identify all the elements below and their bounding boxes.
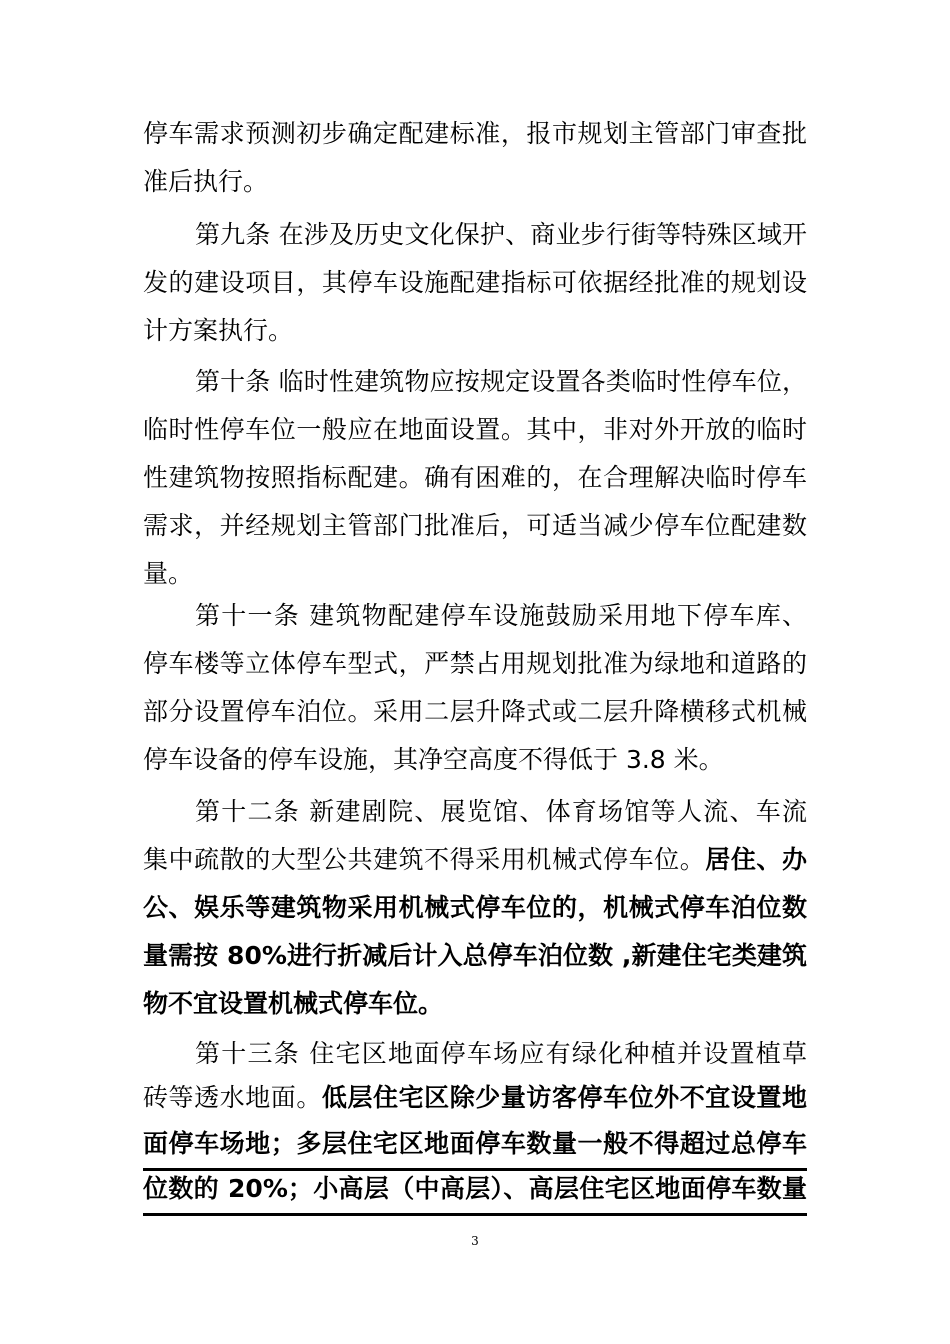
text-segment: 砖等透水地面。 [143, 1083, 322, 1112]
text-line: 量。 [143, 559, 194, 588]
text-line: 发的建设项目，其停车设施配建指标可依据经批准的规划设 [143, 268, 807, 297]
text-line: 停车楼等立体停车型式，严禁占用规划批准为绿地和道路的 [143, 649, 807, 678]
text-line: 部分设置停车泊位。采用二层升降式或二层升降横移式机械 [143, 697, 807, 726]
text-segment: 集中疏散的大型公共建筑不得采用机械式停车位。 [143, 845, 706, 874]
article-10-line: 第十条 临时性建筑物应按规定设置各类临时性停车位， [195, 367, 807, 396]
text-line-mixed [143, 1074, 807, 1122]
bold-underlined-text-line: 面停车场地；多层住宅区地面停车数量一般不得超过总停车 [143, 1120, 807, 1171]
text-line: 准后执行。 [143, 167, 269, 196]
text-line: 停车设备的停车设施，其净空高度不得低于 3.8 米。 [143, 745, 724, 774]
text-line: 临时性停车位一般应在地面设置。其中，非对外开放的临时 [143, 415, 807, 444]
text-line-mixed [143, 836, 807, 884]
article-9-line: 第九条 在涉及历史文化保护、商业步行街等特殊区域开 [195, 220, 807, 249]
article-12-line: 第十二条 新建剧院、展览馆、体育场馆等人流、车流 [195, 797, 807, 826]
bold-underlined-text-line: 位数的 20%；小高层（中高层）、高层住宅区地面停车数量 [143, 1165, 807, 1216]
bold-text-line: 量需按 80%进行折减后计入总停车泊位数 ,新建住宅类建筑 [143, 941, 807, 970]
bold-underlined-text-segment: 低层住宅区除少量访客停车位外不宜设置地 [321, 1083, 807, 1112]
article-13-line: 第十三条 住宅区地面停车场应有绿化种植并设置植草 [195, 1039, 807, 1068]
page-number: 3 [471, 1234, 479, 1248]
text-line: 需求，并经规划主管部门批准后，可适当减少停车位配建数 [143, 511, 807, 540]
bold-text-segment: 居住、办 [705, 845, 807, 874]
bold-text-line: 物不宜设置机械式停车位。 [143, 989, 444, 1018]
bold-text-line: 公、娱乐等建筑物采用机械式停车位的，机械式停车泊位数 [143, 893, 807, 922]
text-line: 计方案执行。 [143, 316, 294, 345]
text-line: 停车需求预测初步确定配建标准，报市规划主管部门审查批 [143, 119, 807, 148]
text-line: 性建筑物按照指标配建。确有困难的，在合理解决临时停车 [143, 463, 807, 492]
article-11-line: 第十一条 建筑物配建停车设施鼓励采用地下停车库、 [195, 601, 807, 630]
